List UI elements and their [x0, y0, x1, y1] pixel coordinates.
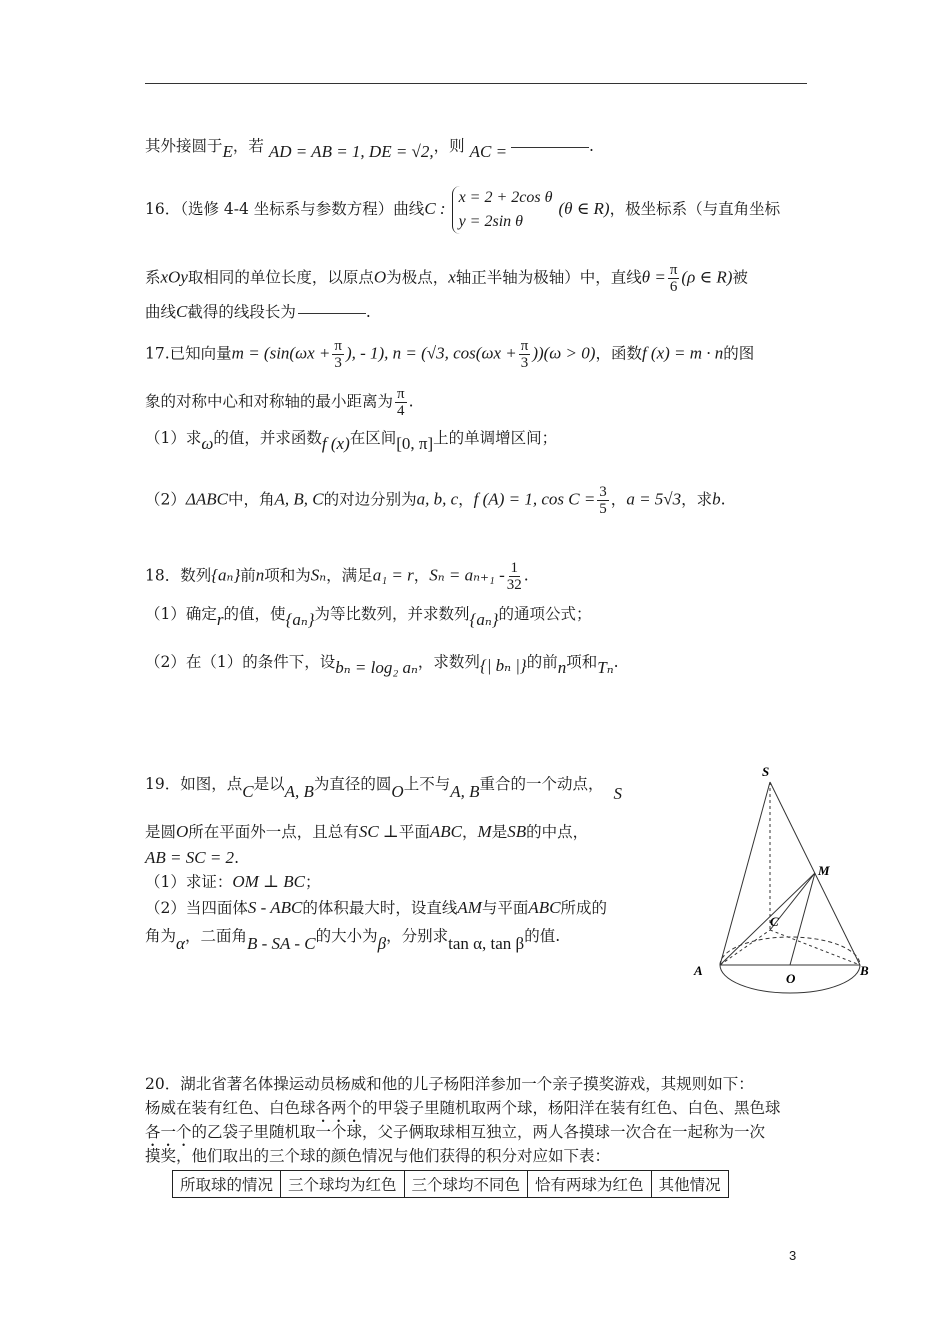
- q17-interval: [0, π]: [396, 434, 434, 453]
- q17-frac3: [395, 386, 407, 419]
- q18-part1: [145, 604, 592, 629]
- q15-sep: ，若: [232, 137, 264, 155]
- q20-l1: 湖北省著名体操运动员杨威和他的儿子杨阳洋参加一个亲子摸奖游戏，其规则如下：: [180, 1075, 754, 1093]
- q18-p2d: 项和: [566, 653, 598, 671]
- q18-a1: a₁ = r: [372, 565, 414, 585]
- q19-S: S: [613, 784, 622, 803]
- q18-n: n: [255, 565, 265, 585]
- q18-p1c: 为等比数列，并求数列: [314, 605, 470, 623]
- q16-l3a: 曲线: [145, 303, 177, 321]
- q17-fA: f (A) = 1, cos C =: [473, 489, 596, 509]
- q17-frac3-num: π: [397, 386, 405, 402]
- q19-C: C: [242, 782, 254, 801]
- q16-line1: [145, 186, 780, 234]
- q20-l4: 摸奖，他们取出的三个球的颜色情况与他们获得的积分对应如下表：: [145, 1147, 611, 1165]
- q19-O2: O: [176, 822, 189, 841]
- q19-p1a: （1）求证：: [145, 873, 233, 891]
- q19-AM: AM: [457, 898, 482, 917]
- table-row: [173, 1171, 729, 1198]
- q19-line5: [145, 926, 561, 953]
- q16-l2c: 为极点，: [386, 268, 449, 287]
- q18-p1a: （1）确定: [145, 605, 217, 623]
- q17-p2c: 的对边分别为: [323, 490, 417, 509]
- q16-end: .: [365, 303, 371, 321]
- q19-l2c: 平面: [398, 823, 430, 841]
- q19-AB2: A, B: [450, 782, 480, 801]
- q18-an: {aₙ}: [211, 565, 241, 585]
- q17-m: m = (sin(ωx +: [231, 343, 331, 363]
- q17-tail: 的图: [723, 344, 755, 363]
- q16-l2b: 取相同的单位长度，以原点: [187, 268, 374, 287]
- q17-a: a = 5√3: [626, 489, 682, 509]
- q16-x: x: [448, 267, 456, 287]
- q17-mid: ，函数: [595, 344, 642, 363]
- q15-ask: AC =: [469, 142, 508, 161]
- q18-Sn2: Sₙ = aₙ₊₁ -: [429, 565, 505, 585]
- q19-l2f: 的中点，: [526, 823, 589, 841]
- q15-line: [145, 136, 594, 161]
- q17-part2: [145, 484, 726, 517]
- q19-a: 如图，点: [180, 775, 243, 793]
- q19-tan: tan α, tan β: [448, 934, 525, 953]
- q19-BSAC: B - SA - C: [246, 934, 316, 953]
- q18-end: .: [523, 566, 529, 585]
- q17-frac4-den: 5: [599, 501, 607, 517]
- q17-frac1-den: 3: [334, 355, 342, 371]
- q18-a: 数列: [180, 566, 212, 585]
- score-table: [172, 1170, 729, 1198]
- circle-back-arc: [720, 937, 860, 965]
- q15-cond: AD = AB = 1, DE = √2,: [268, 142, 434, 161]
- q20-l2a: 杨威在装有红色、白色球: [145, 1099, 316, 1117]
- q18-an3: {aₙ}: [469, 610, 499, 629]
- q18-absbn: {| bₙ |}: [479, 656, 527, 675]
- q16-line3: [145, 302, 371, 322]
- q18-r: r: [216, 610, 224, 629]
- label-A: A: [694, 963, 703, 978]
- segment-SA: [720, 782, 770, 965]
- q19-SABC: S - ABC: [247, 898, 303, 917]
- q18-frac: [507, 560, 522, 593]
- q16-theta: θ =: [641, 267, 666, 287]
- q18-frac-num: 1: [510, 560, 518, 576]
- q18-n2: n: [557, 658, 567, 677]
- q20-l2b: 的甲袋子里随机取两个球，杨阳洋在装有红色、白色、黑色球: [362, 1099, 781, 1117]
- q18-b: 前: [240, 566, 256, 585]
- q20-line4: [145, 1146, 610, 1166]
- q18-bn: bₙ = log₂ aₙ: [335, 658, 418, 677]
- q17-p2e: ，: [610, 490, 627, 509]
- q20-line1: [145, 1074, 754, 1094]
- q19-e: 重合的一个动点，: [479, 775, 604, 793]
- q19-O: O: [391, 782, 404, 801]
- segment-CB: [770, 930, 860, 965]
- q17-p2a: （2）: [145, 490, 186, 509]
- q17-omega: ω: [201, 434, 214, 453]
- q19-l2a: 是圆: [145, 823, 177, 841]
- q16-frac-den: 6: [669, 279, 678, 295]
- q19-num: 19．: [145, 775, 181, 793]
- q15-sep2: ，则: [433, 137, 465, 155]
- q17-n2: ))(ω > 0): [532, 343, 596, 363]
- table-cell: 其他情况: [651, 1171, 728, 1198]
- q16-frac-num: π: [669, 262, 678, 278]
- q19-p2d: 所成的: [560, 899, 608, 917]
- label-S: S: [762, 764, 770, 779]
- q18-line1: [145, 560, 529, 593]
- q16-l2d: 轴正半轴为极轴）中，直线: [455, 268, 642, 287]
- q17-p2g: .: [720, 490, 726, 509]
- q19-line1: [145, 774, 622, 803]
- q19-line2: [145, 822, 588, 842]
- q19-SB: SB: [507, 822, 527, 841]
- q16-O: O: [373, 267, 387, 287]
- q17-frac2-den: 3: [520, 355, 529, 371]
- q18-d: ，满足: [326, 566, 373, 585]
- q17-frac2: [519, 338, 531, 371]
- q17-p1a: （1）求: [145, 429, 202, 447]
- q18-p1b: 的值，使: [223, 605, 286, 623]
- q17-frac4-num: 3: [599, 484, 607, 500]
- q16-C2: C: [176, 302, 188, 321]
- table-cell: 三个球均为红色: [281, 1171, 405, 1198]
- q16-eq1: x = 2 + 2cos θ: [458, 189, 553, 206]
- table-cell: 三个球均不同色: [404, 1171, 528, 1198]
- q16-line2: [145, 262, 748, 295]
- q17-line2: [145, 386, 414, 419]
- q19-line3: [145, 848, 239, 868]
- q18-Sn: Sₙ: [310, 565, 327, 585]
- q15-text: 其外接圆于: [145, 137, 223, 155]
- q17-p2d: ，: [458, 490, 474, 509]
- segment-AC: [720, 930, 770, 965]
- q19-p1c: ；: [305, 873, 321, 891]
- q20-num: 20．: [145, 1075, 181, 1093]
- q16-lead: （选修 4-4 坐标系与参数方程）曲线: [180, 200, 425, 218]
- q17-m2: ), - 1), n = (√3, cos(ωx +: [345, 343, 517, 363]
- q19-p2b: 的体积最大时，设直线: [302, 899, 458, 917]
- q19-p1b: OM ⊥ BC: [232, 872, 306, 891]
- q15-end: .: [589, 137, 594, 155]
- q17-num: 17.: [145, 344, 170, 363]
- q19-l5e: 的值.: [524, 927, 561, 945]
- q17-fx: f (x): [321, 434, 350, 453]
- q19-ABC: ABC: [429, 822, 463, 841]
- q19-part2: [145, 898, 607, 918]
- q19-AB: A, B: [284, 782, 314, 801]
- q20-l3em: 各一个: [145, 1123, 192, 1141]
- q17-p1d: 上的单调增区间；: [433, 429, 558, 447]
- label-M: M: [818, 863, 830, 878]
- q17-part1: [145, 428, 558, 453]
- q19-l5a: 角为: [145, 927, 177, 945]
- q17-l2end: .: [408, 392, 414, 411]
- q19-l5c: 的大小为: [315, 927, 378, 945]
- q20-l3b: 的乙袋子里随机取一个球，父子俩取球相互独立，两人各摸球一次合在一起称为一次: [191, 1123, 766, 1141]
- q19-p2a: （2）当四面体: [145, 899, 248, 917]
- q17-p1c: 在区间: [349, 429, 397, 447]
- q16-rho: (ρ ∈ R): [681, 267, 733, 287]
- param-system: [452, 186, 553, 234]
- q15-E: E: [222, 142, 233, 161]
- q17-p2f: ，求: [681, 490, 713, 509]
- q18-num: 18．: [145, 566, 181, 585]
- q19-l2b: 所在平面外一点，且总有: [188, 823, 359, 841]
- q17-f: f (x) = m · n: [641, 343, 724, 363]
- q19-M: M: [477, 822, 492, 841]
- q19-l5d: ，分别求: [386, 927, 449, 945]
- q17-frac2-num: π: [520, 338, 529, 354]
- segment-OM: [790, 873, 815, 965]
- q19-SC: SC ⊥: [358, 822, 399, 841]
- q19-l2d: ，: [462, 823, 478, 841]
- q19-beta: β: [377, 934, 387, 953]
- q17-b: b: [712, 489, 721, 509]
- q17-lead: 已知向量: [169, 344, 232, 363]
- page-number: 3: [789, 1248, 797, 1263]
- q16-frac: [668, 262, 680, 295]
- q18-p1d: 的通项公式；: [498, 605, 592, 623]
- table-cell: 恰有两球为红色: [528, 1171, 652, 1198]
- label-C: C: [770, 914, 779, 929]
- q16-l3b: 截得的线段长为: [187, 303, 296, 321]
- q17-frac4: [597, 484, 609, 517]
- answer-blank[interactable]: [298, 313, 366, 314]
- header-rule: [145, 83, 807, 84]
- q17-abc: a, b, c: [416, 489, 459, 509]
- q18-p2e: .: [613, 653, 619, 671]
- q17-frac1-num: π: [334, 338, 342, 354]
- segment-AM: [720, 873, 815, 965]
- q18-p2a: （2）在（1）的条件下，设: [145, 653, 336, 671]
- q19-c: 为直径的圆: [313, 775, 392, 793]
- table-cell: 所取球的情况: [173, 1171, 281, 1198]
- q19-l3: AB = SC = 2: [145, 848, 235, 867]
- q16-eq2: y = 2sin θ: [458, 213, 523, 230]
- q16-C: C :: [424, 199, 446, 218]
- q19-l3end: .: [234, 849, 239, 867]
- q16-num: 16．: [145, 200, 181, 218]
- q19-part1: [145, 872, 321, 892]
- q17-line1: [145, 338, 754, 371]
- q17-p2b: 中，角: [227, 490, 275, 509]
- q18-Tn: Tₙ: [597, 658, 614, 677]
- q17-l2: 象的对称中心和对称轴的最小距离为: [145, 392, 394, 411]
- q19-d: 上不与: [403, 775, 451, 793]
- q18-part2: [145, 652, 619, 677]
- label-B: B: [860, 963, 869, 978]
- q17-ABC: A, B, C: [274, 489, 324, 509]
- q19-b: 是以: [253, 775, 285, 793]
- answer-blank[interactable]: [511, 147, 589, 148]
- q18-p2c: 的前: [526, 653, 558, 671]
- q19-l5b: ，二面角: [184, 927, 247, 945]
- q18-c: 项和为: [264, 566, 311, 585]
- q17-p1b: 的值，并求函数: [213, 429, 322, 447]
- q16-l2a: 系: [145, 268, 161, 287]
- geometry-figure: [690, 760, 890, 1015]
- q17-frac3-den: 4: [397, 403, 405, 419]
- q17-frac1: [332, 338, 344, 371]
- q19-alpha: α: [176, 934, 185, 953]
- q18-an2: {aₙ}: [285, 610, 315, 629]
- label-O: O: [786, 971, 796, 986]
- q18-frac-den: 32: [506, 577, 522, 593]
- q19-ABC2: ABC: [528, 898, 561, 917]
- q18-p2b: ，求数列: [417, 653, 480, 671]
- q20-l2em: 各两个: [315, 1099, 363, 1117]
- q19-l2e: 是: [491, 823, 508, 841]
- q16-domain: (θ ∈ R): [558, 199, 610, 218]
- q19-p2c: 与平面: [481, 899, 529, 917]
- q16-xOy: xOy: [160, 267, 188, 287]
- q18-e: ，: [413, 566, 430, 585]
- q16-l2e: 被: [732, 268, 748, 287]
- q17-tri: ΔABC: [185, 489, 228, 509]
- q16-tail: ，极坐标系（与直角坐标: [609, 200, 781, 218]
